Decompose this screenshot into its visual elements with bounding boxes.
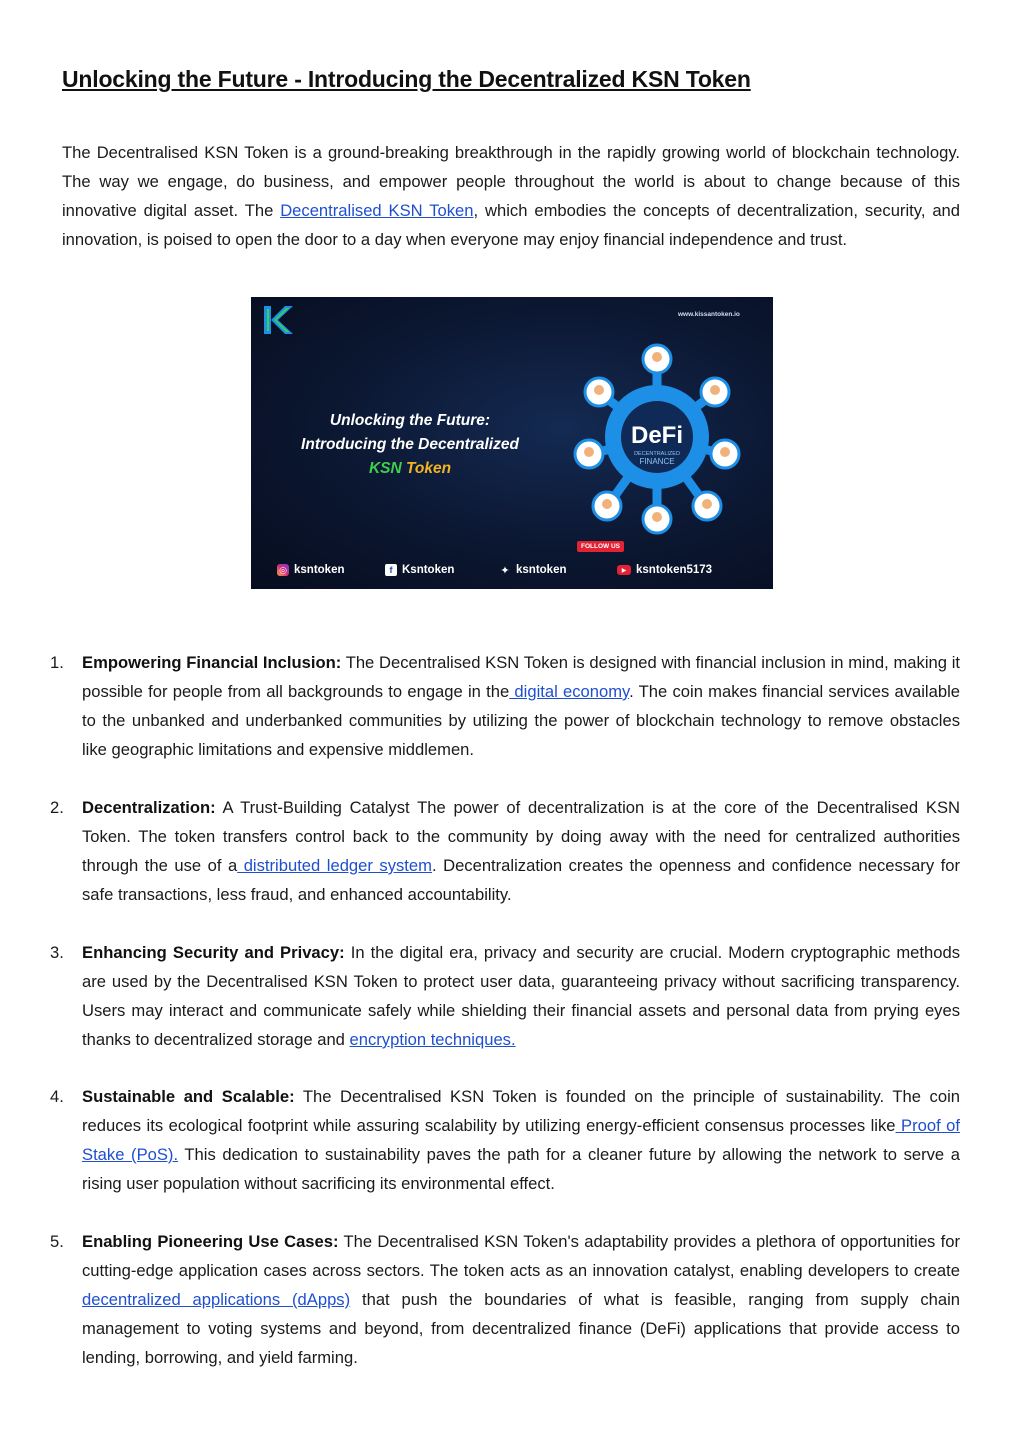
list-item-heading: Enhancing Security and Privacy: [82,943,345,962]
youtube-icon: ▶ [617,565,631,575]
list-item [50,1082,960,1198]
intro-paragraph [62,138,960,254]
decentralised-ksn-token-link[interactable]: Decentralised KSN Token [280,201,474,220]
list-item-text: In the digital era, privacy and security are crucial. Modern cryptographic methods are used by the Decentralised KSN Token to protect user data, guaranteeing privacy without sacrificing transparency. Users may interact and communicate safely while shielding their financial assets and personal data from prying eyes thanks to decentralized storage and [82,943,960,1049]
banner-title-line1: Unlocking the Future: [329,412,491,429]
defi-wheel-graphic [569,339,745,535]
defi-sub1: DECENTRALIZED [634,451,680,457]
list-item-text: The Decentralised KSN Token is founded on the principle of sustainability. The coin reduces its ecological footprint while assuring scalability by utilizing energy-efficient consensus processes like [82,1087,960,1135]
list-item [50,793,960,909]
social-youtube [617,564,712,576]
list-item-body [82,793,960,909]
banner-title-token: Token [401,460,452,477]
list-item-body [82,648,960,764]
social-facebook [385,564,454,576]
social-handle: ksntoken5173 [636,564,713,576]
list-item-body [82,1227,960,1372]
list-item-heading: Decentralization: [82,798,216,817]
list-item-text: that push the boundaries of what is feasible, ranging from supply chain management to voting systems and beyond, from decentralized finance (DeFi) applications that provide access to lending, borrowing, and yield farming. [82,1290,960,1367]
list-number: 5. [50,1232,64,1251]
banner-title-line3 [275,457,545,481]
social-handle: Ksntoken [402,564,455,576]
list-item-heading: Empowering Financial Inclusion: [82,653,342,672]
ksn-logo-icon [261,303,295,337]
facebook-icon: f [385,564,397,576]
list-item-heading: Sustainable and Scalable: [82,1087,295,1106]
list-item [50,1227,960,1372]
social-twitter [499,564,567,576]
ksn-banner-image [251,297,773,589]
list-item-heading: Enabling Pioneering Use Cases: [82,1232,339,1251]
list-item-text: The Decentralised KSN Token is designed with financial inclusion in mind, making it possible for people from all backgrounds to engage in the [82,653,960,701]
defi-sub2: FINANCE [639,457,675,466]
list-item-text: A Trust-Building Catalyst The power of decentralization is at the core of the Decentralised KSN Token. The token transfers control back to the community by doing away with the need for centralized authorities through the use of a [82,798,960,875]
intro-text-before: The Decentralised KSN Token is a ground-breaking breakthrough in the rapidly growing world of blockchain technology. The way we engage, do business, and empower people throughout the world is about to change because of this innovative digital asset. The [62,143,960,220]
banner-title [275,409,545,481]
list-item-body [82,938,960,1054]
twitter-icon: ✦ [500,564,510,577]
encryption-techniques-link[interactable]: encryption techniques. [349,1030,516,1049]
list-number: 3. [50,943,64,962]
social-instagram [277,564,345,576]
list-item-text: . Decentralization creates the openness and confidence necessary for safe transactions, less fraud, and enhanced accountability. [82,856,960,904]
proof-of-stake-link[interactable]: Proof of Stake (PoS). [82,1116,960,1164]
list-item-text: . The coin makes financial services available to the unbanked and underbanked communities by utilizing the power of blockchain technology to remove obstacles like geographic limitations and expensive middlemen. [82,682,960,759]
list-item [50,938,960,1054]
list-item-text: This dedication to sustainability paves the path for a cleaner future by allowing the network to serve a rising user population without sacrificing its environmental effect. [82,1145,960,1193]
intro-text-after: , which embodies the concepts of decentralization, security, and innovation, is poised to open the door to a day when everyone may enjoy financial independence and trust. [62,201,960,249]
list-number: 4. [50,1087,64,1106]
digital-economy-link[interactable]: digital economy [509,682,630,701]
distributed-ledger-link[interactable]: distributed ledger system [237,856,432,875]
social-handle: ksntoken [516,564,567,576]
list-number: 2. [50,798,64,817]
list-number: 1. [50,653,64,672]
banner-title-ksn: KSN [368,460,402,477]
instagram-icon: ◎ [277,564,289,576]
list-item [50,648,960,764]
list-item-text: The Decentralised KSN Token's adaptability provides a plethora of opportunities for cutting-edge application cases across sectors. The token acts as an innovation catalyst, enabling developers to create [82,1232,960,1280]
defi-label: DeFi [630,422,684,449]
banner-title-line2: Introducing the Decentralized [301,436,519,453]
list-item-body [82,1082,960,1198]
banner-url: www.kissantoken.io [678,311,740,318]
follow-us-badge: FOLLOW US [577,541,624,552]
dapps-link[interactable]: decentralized applications (dApps) [82,1290,351,1309]
social-handle: ksntoken [294,564,345,576]
page-title: Unlocking the Future - Introducing the Decentralized KSN Token [62,66,751,92]
